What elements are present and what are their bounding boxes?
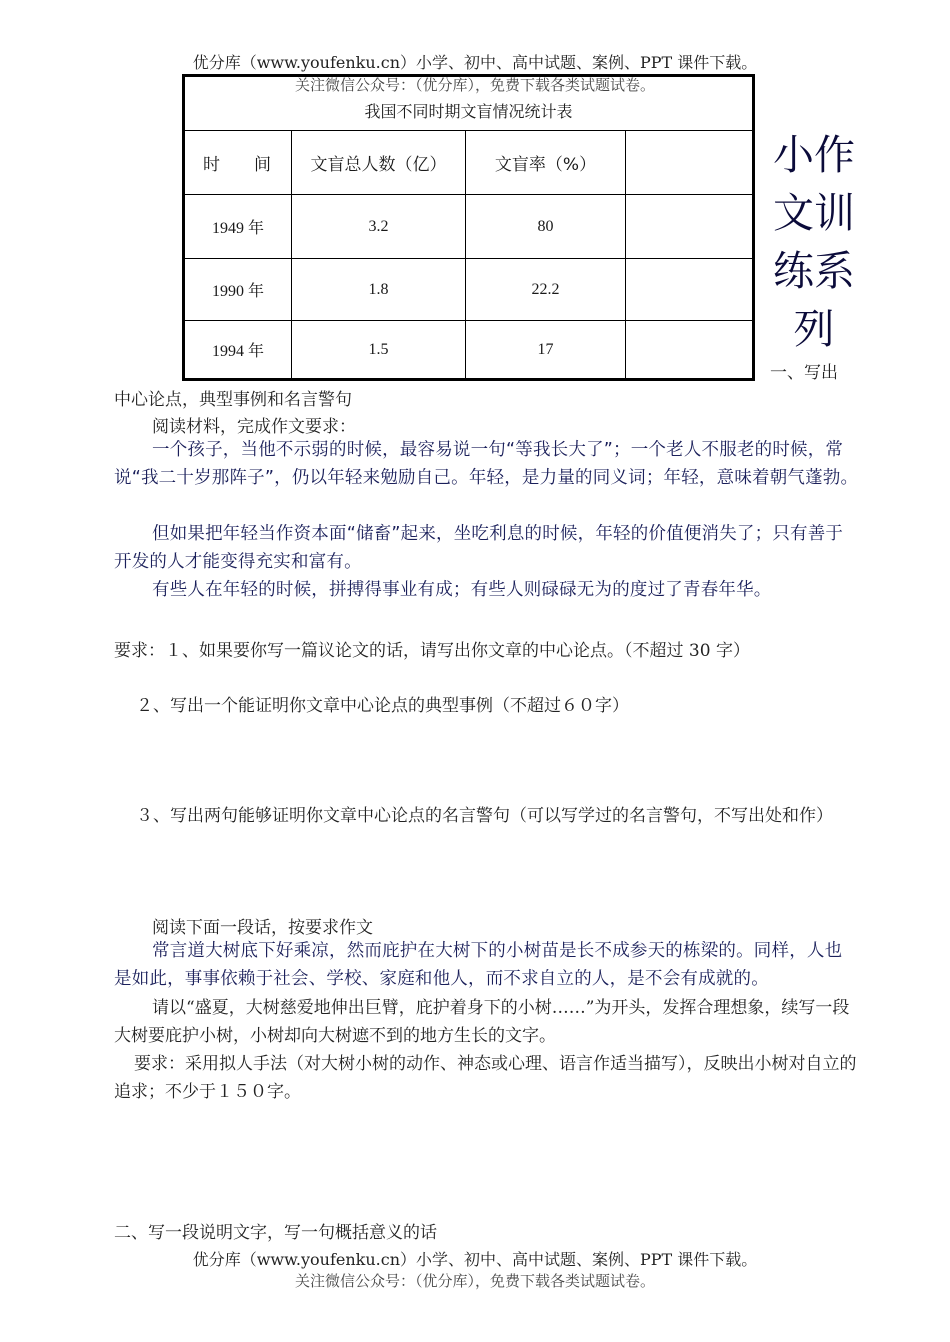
table-row xyxy=(184,259,754,321)
section-1-instruction: 阅读材料，完成作文要求： xyxy=(152,417,356,437)
cell-rate: 80 xyxy=(466,195,626,259)
column-header-time: 时 间 xyxy=(184,131,292,195)
table-row xyxy=(184,321,754,380)
table-caption: 我国不同时期文盲情况统计表 xyxy=(184,76,754,131)
requirement-3: ３、写出两句能够证明你文章中心论点的名言警句（可以写学过的名言警句，不写出处和作） xyxy=(136,806,833,826)
requirement-2: ２、写出一个能证明你文章中心论点的典型事例（不超过６０字） xyxy=(136,696,629,716)
cell-rate: 17 xyxy=(466,321,626,380)
table-header-row xyxy=(184,131,754,195)
series-title-line: 小作 xyxy=(773,131,855,179)
writing-task-prompt: 请以“盛夏，大树慈爱地伸出巨臂，庇护着身下的小树……”为开头，发挥合理想象，续写一段大树要庇护小树，小树却向大树遮不到的地方生长的文字。 xyxy=(114,998,850,1046)
material-paragraph: 但如果把年轻当作资本面“储畜”起来，坐吃利息的时候，年轻的价值便消失了；只有善于开发的人才能变得充实和富有。 xyxy=(114,524,844,572)
series-title-line: 练系 xyxy=(773,247,855,295)
header-line-1: 优分库（www.youfenku.cn）小学、初中、高中试题、案例、PPT 课件下载。 xyxy=(192,53,758,72)
series-title-line: 文训 xyxy=(773,189,855,237)
table-row xyxy=(184,195,754,259)
cell-total: 1.8 xyxy=(292,259,466,321)
illiteracy-statistics-table xyxy=(182,74,755,381)
requirement-1: 要求：１、如果要你写一篇议论文的话，请写出你文章的中心论点。（不超过 30 字） xyxy=(114,641,750,661)
cell-rate: 22.2 xyxy=(466,259,626,321)
column-header-total: 文盲总人数（亿） xyxy=(292,131,466,195)
cell-year: 1994 年 xyxy=(184,321,292,380)
cell-blank xyxy=(626,195,754,259)
column-header-rate: 文盲率（%） xyxy=(466,131,626,195)
series-title-line: 列 xyxy=(793,305,835,353)
material-paragraph: 有些人在年轻的时候，拼搏得事业有成；有些人则碌碌无为的度过了青春年华。 xyxy=(152,580,772,600)
writing-task-instruction: 阅读下面一段话，按要求作文 xyxy=(152,918,373,938)
writing-task-requirement: 要求：采用拟人手法（对大树小树的动作、神态或心理、语言作适当描写），反映出小树对自立的追求；不少于１５０字。 xyxy=(114,1054,857,1102)
footer-line-1: 优分库（www.youfenku.cn）小学、初中、高中试题、案例、PPT 课件下载。 xyxy=(192,1250,758,1269)
cell-total: 1.5 xyxy=(292,321,466,380)
footer-line-2: 关注微信公众号：（优分库），免费下载各类试题试卷。 xyxy=(294,1272,655,1290)
cell-year: 1949 年 xyxy=(184,195,292,259)
header-line-2: 关注微信公众号：（优分库），免费下载各类试题试卷。 xyxy=(294,76,655,94)
section-1-heading-end: 中心论点，典型事例和名言警句 xyxy=(114,390,352,410)
section-1-heading-start: 一、写出 xyxy=(770,363,838,383)
section-2-heading: 二、写一段说明文字，写一句概括意义的话 xyxy=(114,1223,437,1243)
cell-blank xyxy=(626,259,754,321)
cell-year: 1990 年 xyxy=(184,259,292,321)
column-header-blank xyxy=(626,131,754,195)
cell-total: 3.2 xyxy=(292,195,466,259)
series-title xyxy=(764,126,864,358)
cell-blank xyxy=(626,321,754,380)
writing-task-material: 常言道大树底下好乘凉，然而庇护在大树下的小树苗是长不成参天的栋梁的。同样，人也是如此，事事依赖于社会、学校、家庭和他人，而不求自立的人，是不会有成就的。 xyxy=(114,941,843,989)
material-paragraph: 一个孩子，当他不示弱的时候，最容易说一句“等我长大了”；一个老人不服老的时候，常说“我二十岁那阵子”，仍以年轻来勉励自己。年轻，是力量的同义词；年轻，意味着朝气蓬勃。 xyxy=(114,440,859,488)
